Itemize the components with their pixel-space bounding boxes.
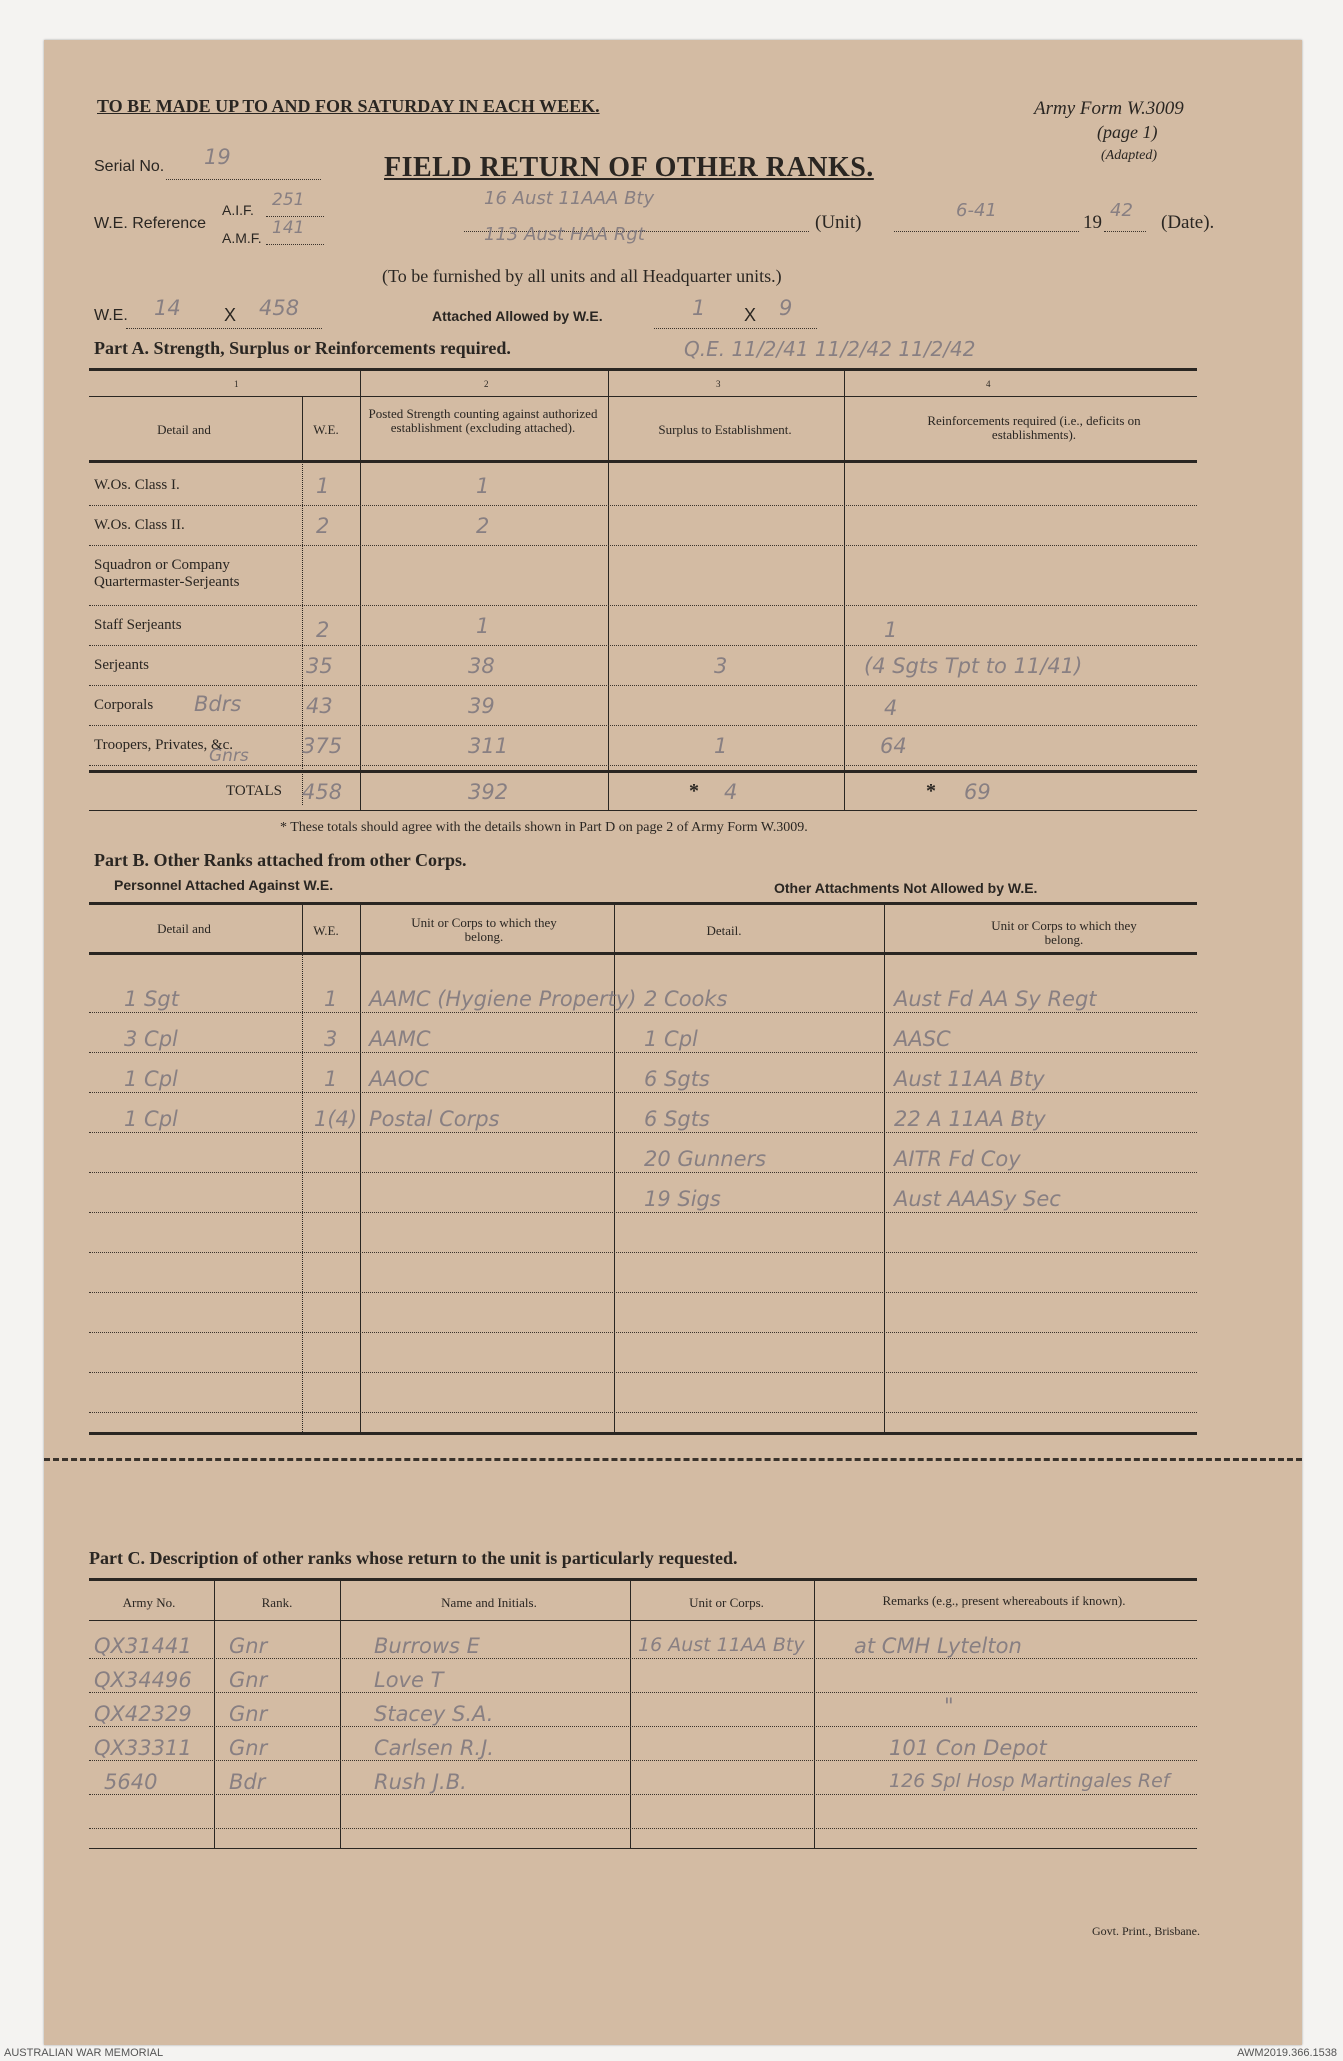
part-a-header-bottom: [89, 460, 1197, 463]
row-sep: [89, 1172, 1197, 1173]
row-sep: [89, 1760, 1197, 1761]
unit-line-1: 16 Aust 11AAA Bty: [484, 188, 655, 209]
reinf-cpls: 4: [884, 696, 898, 720]
col-detail-header: Detail and: [157, 422, 211, 437]
part-c-vline-1: [214, 1578, 215, 1848]
row-label-staff-sgts: Staff Serjeants: [94, 617, 182, 633]
we-sgts: 35: [306, 654, 333, 678]
reinf-staff-sgts: 1: [884, 618, 898, 642]
total-reinf: 69: [964, 780, 991, 804]
part-b-sub-left: Personnel Attached Against W.E.: [114, 877, 334, 893]
row-sep: [89, 1692, 1197, 1693]
footer-accession-number: AWM2019.366.1538: [1237, 2047, 1337, 2059]
year-prefix: 19: [1083, 212, 1102, 233]
we-multiplier: X: [224, 305, 237, 325]
pb-unit2-3: Aust 11AA Bty: [894, 1067, 1045, 1091]
posted-sgts: 38: [468, 654, 495, 678]
we-wo1: 1: [316, 474, 330, 498]
total-reinf-asterisk: *: [926, 780, 936, 802]
row-sep: [89, 1132, 1197, 1133]
part-a-vline-1: [360, 368, 361, 810]
pb-unit-4: Postal Corps: [369, 1107, 500, 1131]
pb-detail2-4: 6 Sgts: [644, 1107, 710, 1131]
part-b-col-we: W.E.: [313, 923, 339, 938]
reinf-sgts: (4 Sgts Tpt to 11/41): [864, 654, 1083, 678]
row-label-sgts: Serjeants: [94, 657, 149, 673]
posted-wo2: 2: [476, 514, 490, 538]
part-a-bottom-rule: [89, 810, 1197, 811]
col-number-1: 1: [234, 379, 239, 389]
pb-unit2-5: AITR Fd Coy: [894, 1147, 1021, 1171]
part-b-vline-1: [360, 902, 361, 1432]
row-sep: [89, 1212, 1197, 1213]
part-c-header-bottom: [89, 1620, 1197, 1621]
col-surplus-header: Surplus to Establishment.: [658, 422, 792, 437]
attached-multiplier: X: [744, 305, 757, 325]
part-a-footnote: * These totals should agree with the details shown in Part D on page 2 of Army Form W.3009.: [280, 820, 808, 835]
pc-name-1: Burrows E: [374, 1634, 480, 1658]
aif-value: 251: [272, 190, 305, 210]
pb-unit2-2: AASC: [894, 1027, 951, 1051]
page-number: (page 1): [1097, 122, 1158, 142]
part-b-we-head-line: [302, 902, 303, 952]
posted-wo1: 1: [476, 474, 490, 498]
pb-detail2-6: 19 Sigs: [644, 1187, 721, 1211]
col-number-2: 2: [484, 379, 489, 389]
part-b-we-body-line: [302, 952, 303, 1432]
we-staff-sgts: 2: [316, 618, 330, 642]
row-sep: [89, 605, 1197, 606]
pc-rank-1: Gnr: [229, 1634, 268, 1658]
pb-unit-3: AAOC: [369, 1067, 429, 1091]
part-c-col-remarks: Remarks (e.g., present whereabouts if known).: [882, 1593, 1126, 1608]
row-label-wo2: W.Os. Class II.: [94, 517, 185, 533]
part-a-title: Part A. Strength, Surplus or Reinforcements required.: [94, 338, 511, 358]
amf-label: A.M.F.: [222, 230, 262, 246]
row-sep: [89, 1726, 1197, 1727]
pb-unit2-6: Aust AAASy Sec: [894, 1187, 1061, 1211]
adapted-note: (Adapted): [1101, 148, 1157, 163]
part-c-vline-2: [340, 1578, 341, 1848]
part-c-bottom-rule: [89, 1848, 1197, 1849]
row-sep: [89, 765, 1197, 766]
row-sep: [89, 645, 1197, 646]
col-number-4: 4: [986, 379, 991, 389]
part-c-col-unit: Unit or Corps.: [689, 1595, 764, 1610]
part-a-top-rule: [89, 368, 1197, 371]
part-c-vline-4: [814, 1578, 815, 1848]
row-sep: [89, 545, 1197, 546]
row-sep: [89, 1794, 1197, 1795]
row-sep: [89, 1658, 1197, 1659]
pb-we-4: 1(4): [314, 1107, 358, 1131]
part-c-top-rule: [89, 1578, 1197, 1581]
year-value: 42: [1110, 200, 1133, 221]
part-a-header-rule: [89, 396, 1197, 397]
row-sep: [89, 685, 1197, 686]
pc-army-no-3: QX42329: [94, 1702, 192, 1726]
pc-army-no-5: 5640: [104, 1770, 158, 1794]
row-sep: [89, 1292, 1197, 1293]
part-b-vline-3: [884, 902, 885, 1432]
amf-value: 141: [272, 218, 305, 238]
pc-remarks-4: 101 Con Depot: [889, 1736, 1047, 1760]
pb-we-1: 1: [324, 987, 338, 1011]
total-posted: 392: [468, 780, 509, 804]
part-a-vline-3: [844, 368, 845, 810]
margin-note: Q.E. 11/2/41 11/2/42 11/2/42: [684, 337, 976, 361]
pb-unit-1: AAMC (Hygiene Property): [369, 987, 637, 1011]
pb-we-3: 1: [324, 1067, 338, 1091]
row-sep: [89, 725, 1197, 726]
part-c-vline-3: [630, 1578, 631, 1848]
aif-label: A.I.F.: [222, 202, 254, 218]
part-b-vline-2: [614, 902, 615, 1432]
we-value-a: 14: [154, 296, 181, 320]
total-we: 458: [302, 780, 343, 804]
part-c-col-army-no: Army No.: [122, 1595, 176, 1610]
row-sep: [89, 1252, 1197, 1253]
part-b-col-unit2: Unit or Corps to which they belong.: [991, 918, 1137, 947]
part-b-col-detail2: Detail.: [706, 923, 742, 938]
total-surplus-asterisk: *: [689, 780, 699, 802]
totals-label: TOTALS: [226, 783, 283, 799]
instruction-heading: TO BE MADE UP TO AND FOR SATURDAY IN EACH WEEK.: [97, 96, 600, 116]
row-label-pvts: Troopers, Privates, &c.: [94, 737, 234, 753]
posted-pvts: 311: [468, 734, 509, 758]
unit-label: (Unit): [815, 212, 862, 233]
we-cpls: 43: [306, 694, 333, 718]
part-a-vline-2: [608, 368, 609, 810]
attached-value-b: 9: [779, 296, 793, 320]
pc-name-3: Stacey S.A.: [374, 1702, 494, 1726]
part-a-we-head-line: [302, 396, 303, 460]
pc-rank-5: Bdr: [229, 1770, 266, 1794]
attached-label: Attached Allowed by W.E.: [432, 308, 603, 324]
surplus-pvts: 1: [714, 734, 728, 758]
pc-rank-3: Gnr: [229, 1702, 268, 1726]
col-posted-header: Posted Strength counting against authorized establishment (excluding attached).: [368, 406, 598, 435]
attached-value-a: 1: [692, 296, 706, 320]
posted-staff-sgts: 1: [476, 614, 490, 638]
pb-detail2-3: 6 Sgts: [644, 1067, 710, 1091]
pb-detail-2: 3 Cpl: [124, 1027, 178, 1051]
pb-unit-2: AAMC: [369, 1027, 431, 1051]
pb-detail-4: 1 Cpl: [124, 1107, 178, 1131]
we-reference-label: W.E. Reference: [94, 215, 207, 232]
we-value-b: 458: [259, 296, 300, 320]
part-c-col-name: Name and Initials.: [441, 1595, 537, 1610]
footer-archive-name: AUSTRALIAN WAR MEMORIAL: [4, 2047, 164, 2059]
we-label: W.E.: [94, 307, 128, 324]
pc-unit-1: 16 Aust 11AA Bty: [638, 1634, 805, 1656]
pc-army-no-2: QX34496: [94, 1668, 192, 1692]
part-b-bottom-rule: [89, 1432, 1197, 1435]
part-b-sub-right: Other Attachments Not Allowed by W.E.: [774, 880, 1038, 896]
date-value: 6-41: [956, 200, 997, 221]
perforation-line: [44, 1458, 1302, 1461]
pb-we-2: 3: [324, 1027, 338, 1051]
col-reinf-header: Reinforcements required (i.e., deficits on establishments).: [927, 413, 1141, 442]
row-sep: [89, 1092, 1197, 1093]
printer-imprint: Govt. Print., Brisbane.: [1092, 1924, 1200, 1938]
pc-remarks-3: ": [944, 1694, 954, 1718]
furnished-note: (To be furnished by all units and all Headquarter units.): [382, 266, 782, 286]
pb-detail-3: 1 Cpl: [124, 1067, 178, 1091]
pb-detail2-5: 20 Gunners: [644, 1147, 767, 1171]
pc-rank-4: Gnr: [229, 1736, 268, 1760]
row-label-cpls: Corporals: [94, 697, 154, 713]
total-surplus: 4: [724, 780, 738, 804]
pc-army-no-4: QX33311: [94, 1736, 192, 1760]
row-sep: [89, 505, 1197, 506]
we-pvts: 375: [302, 734, 343, 758]
row-label-cqms: Squadron or Company Quartermaster-Serjeants: [94, 557, 240, 590]
part-b-title: Part B. Other Ranks attached from other Corps.: [94, 850, 467, 870]
serial-field: [166, 166, 321, 180]
pb-detail2-1: 2 Cooks: [644, 987, 728, 1011]
row-sep: [89, 1332, 1197, 1333]
unit-line-2: 113 Aust HAA Rgt: [484, 224, 645, 245]
serial-value: 19: [204, 145, 231, 169]
row-sep: [89, 1412, 1197, 1413]
row-sep: [89, 1052, 1197, 1053]
part-b-top-rule: [89, 902, 1197, 905]
pb-unit2-1: Aust Fd AA Sy Regt: [894, 987, 1097, 1011]
privates-note: Gnrs: [209, 746, 249, 766]
row-label-wo1: W.Os. Class I.: [94, 477, 180, 493]
part-c-col-rank: Rank.: [261, 1595, 293, 1610]
serial-label: Serial No.: [94, 158, 165, 175]
pc-name-4: Carlsen R.J.: [374, 1736, 494, 1760]
date-label: (Date).: [1161, 212, 1215, 233]
pc-army-no-1: QX31441: [94, 1634, 192, 1658]
pc-remarks-5: 126 Spl Hosp Martingales Ref: [889, 1770, 1170, 1792]
pb-detail-1: 1 Sgt: [124, 987, 179, 1011]
corporals-note: Bdrs: [194, 692, 242, 716]
reinf-pvts: 64: [880, 734, 907, 758]
part-b-header-bottom: [89, 952, 1197, 955]
pc-rank-2: Gnr: [229, 1668, 268, 1692]
surplus-sgts: 3: [714, 654, 728, 678]
pc-remarks-1: at CMH Lytelton: [854, 1634, 1022, 1658]
part-c-title: Part C. Description of other ranks whose return to the unit is particularly requested.: [89, 1548, 738, 1568]
pc-name-2: Love T: [374, 1668, 444, 1692]
totals-rule: [89, 770, 1197, 773]
pb-unit2-4: 22 A 11AA Bty: [894, 1107, 1046, 1131]
part-b-col-detail: Detail and: [157, 921, 211, 936]
row-sep: [89, 1828, 1197, 1829]
part-b-col-unit: Unit or Corps to which they belong.: [411, 915, 557, 944]
col-we-header: W.E.: [313, 422, 339, 437]
we-wo2: 2: [316, 514, 330, 538]
col-number-3: 3: [716, 379, 721, 389]
form-sheet: [44, 40, 1302, 2045]
form-title: FIELD RETURN OF OTHER RANKS.: [384, 152, 874, 183]
pc-name-5: Rush J.B.: [374, 1770, 467, 1794]
row-sep: [89, 1372, 1197, 1373]
pb-detail2-2: 1 Cpl: [644, 1027, 698, 1051]
form-name: Army Form W.3009: [1034, 98, 1184, 119]
attached-field: [654, 315, 817, 329]
posted-cpls: 39: [468, 694, 495, 718]
row-sep: [89, 1012, 1197, 1013]
